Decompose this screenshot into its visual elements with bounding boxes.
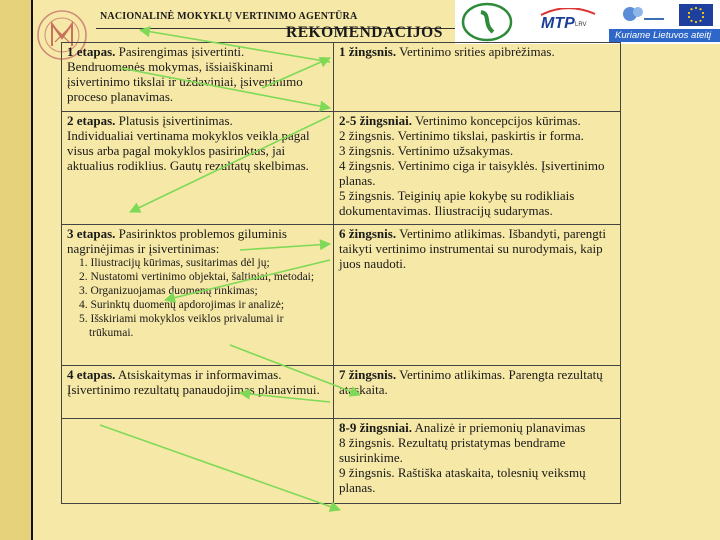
step-line: 5 žingsnis. Teiginių apie kokybę su rodikliais dokumentavimas. Iliustracijų sudarymas. — [339, 188, 575, 218]
steps-2-5-subtitle: Vertinimo koncepcijos kūrimas. — [411, 113, 581, 128]
step-6-subtitle: Vertinimo atlikimas. Išbandyti, parengti taikyti vertinimo instrumentai su nurodymais, kaip juos naudoti. — [339, 226, 606, 271]
table-row — [62, 225, 621, 366]
stage-2-title: 2 etapas. — [67, 113, 116, 128]
steps-8-9-subtitle: Analizė ir priemonių planavimas — [411, 420, 586, 435]
stage-4-description: Įsivertinimo rezultatų panaudojimas planavimui. — [67, 382, 320, 397]
page-title: REKOMENDACIJOS — [286, 24, 443, 41]
step-line: 2 žingsnis. Vertinimo tikslai, paskirtis ir forma. — [339, 128, 584, 143]
table-row — [62, 43, 621, 112]
list-item: 5. Išskiriami mokyklos veiklos privalumai ir trūkumai. — [79, 313, 284, 339]
agency-name: NACIONALINĖ MOKYKLŲ VERTINIMO AGENTŪRA — [100, 11, 358, 22]
stage-4-cell — [62, 366, 334, 419]
step-1-title: 1 žingsnis. — [339, 44, 397, 59]
step-7-title: 7 žingsnis. — [339, 367, 397, 382]
table-row — [62, 366, 621, 419]
table-row — [62, 112, 621, 225]
stage-3-list — [67, 256, 329, 340]
stage-3-subtitle: Pasirinktos problemos giluminis nagrinėjimas ir įsivertinimas: — [67, 226, 287, 256]
stage-4-title: 4 etapas. — [67, 367, 116, 382]
step-1-cell — [334, 43, 621, 112]
stage-1-title: 1 etapas. — [67, 44, 116, 59]
stage-2-subtitle: Platusis įsivertinimas. — [115, 113, 233, 128]
esf-logo-icon — [620, 4, 666, 26]
eu-slogan: Kuriame Lietuvos ateitį — [609, 29, 720, 42]
stage-1-description: Bendruomenės mokymas, išsiaiškinami įsivertinimo tikslai ir uždaviniai, įsivertinimo proceso planavimas. — [67, 59, 303, 104]
step-6-cell — [334, 225, 621, 366]
stage-1-cell — [62, 43, 334, 112]
eu-flag-icon — [679, 4, 713, 26]
mtp-suffix: LRV — [575, 22, 587, 28]
steps-2-5-cell — [334, 112, 621, 225]
list-item: 2. Nustatomi vertinimo objektai, šaltiniai, metodai; — [79, 271, 315, 283]
recommendations-table — [61, 42, 621, 504]
stage-3-title: 3 etapas. — [67, 226, 116, 241]
mtp-label: MTP — [541, 15, 575, 32]
step-7-subtitle: Vertinimo atlikimas. Parengta rezultatų ataskaita. — [339, 367, 603, 397]
stage-1-subtitle: Pasirengimas įsivertinti. — [115, 44, 245, 59]
list-item: 4. Surinktų duomenų apdorojimas ir analizė; — [79, 299, 285, 311]
steps-8-9-title: 8-9 žingsniai. — [339, 420, 412, 435]
stage-3-cell — [62, 225, 334, 366]
step-6-title: 6 žingsnis. — [339, 226, 397, 241]
step-1-subtitle: Vertinimo srities apibrėžimas. — [396, 44, 555, 59]
mtp-logo — [539, 8, 597, 34]
step-line: 4 žingsnis. Vertinimo ciga ir taisyklės. Įsivertinimo planas. — [339, 158, 605, 188]
stage-4-subtitle: Atsiskaitymas ir informavimas. — [115, 367, 282, 382]
empty-cell — [62, 419, 334, 504]
stage-2-cell — [62, 112, 334, 225]
step-line: 9 žingsnis. Raštiška ataskaita, tolesnių veiksmų planas. — [339, 465, 586, 495]
step-7-cell — [334, 366, 621, 419]
steps-2-5-title: 2-5 žingsniai. — [339, 113, 412, 128]
left-sidebar-bar — [0, 0, 33, 540]
stage-2-description: Individualiai vertinama mokyklos veikla pagal visus arba pagal mokyklos pasirinktus, jai aktualius rodiklius. Gautų rezultatų skelbimas. — [67, 128, 310, 173]
step-line: 8 žingsnis. Rezultatų pristatymas bendrame susirinkime. — [339, 435, 566, 465]
list-item: 3. Organizuojamas duomenų rinkimas; — [79, 285, 258, 297]
list-item: 1. Iliustracijų kūrimas, susitarimas dėl jų; — [79, 257, 270, 269]
step-line: 3 žingsnis. Vertinimo užsakymas. — [339, 143, 514, 158]
table-row — [62, 419, 621, 504]
steps-8-9-cell — [334, 419, 621, 504]
